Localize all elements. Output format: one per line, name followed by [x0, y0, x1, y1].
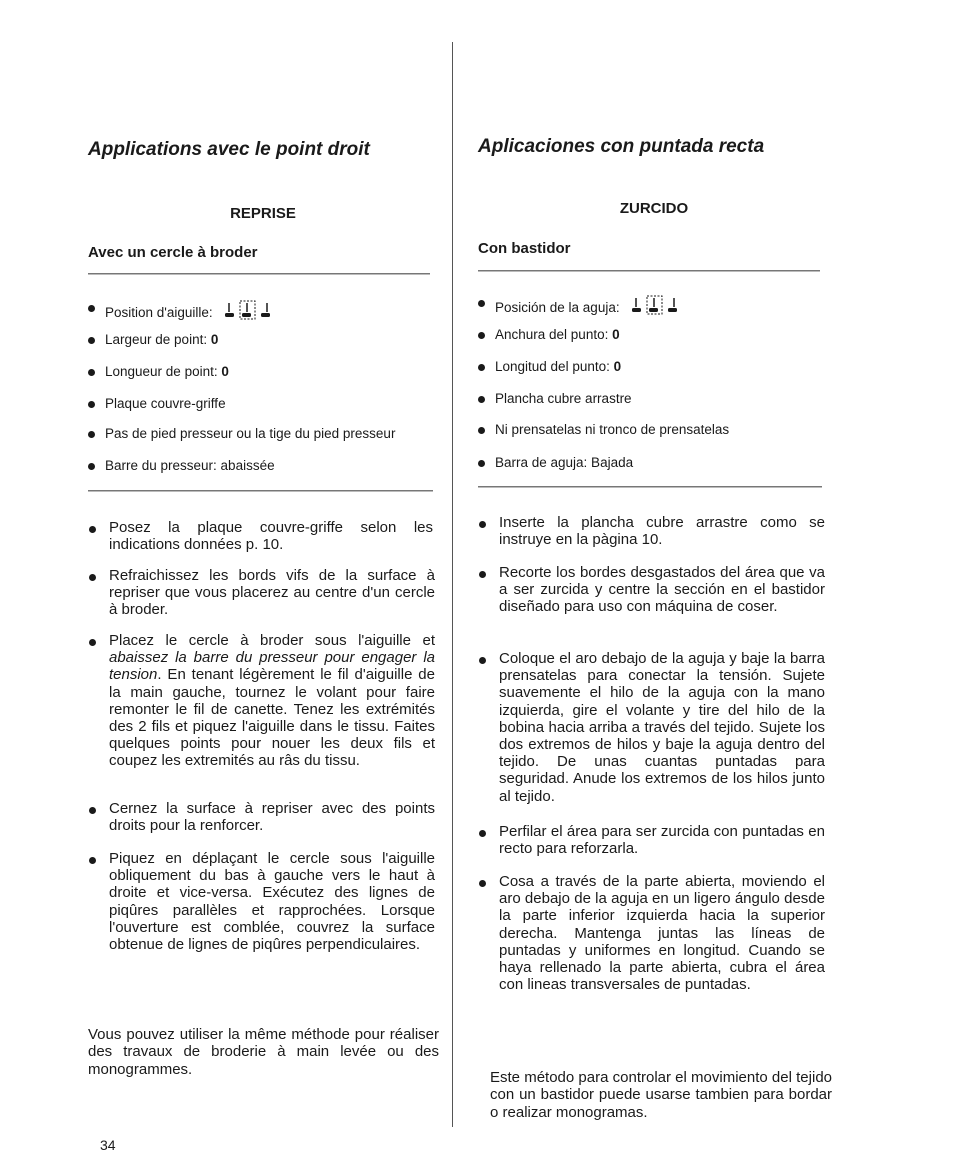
step-item: Posez la plaque couvre-griffe selon les indications données p. 10.	[88, 519, 433, 553]
page-number: 34	[100, 1137, 116, 1153]
spanish-note: Este método para controlar el movimiento del tejido con un bastidor puede usarse tambien para bordar o realizar monogramas.	[490, 1069, 832, 1121]
spec-item: Anchura del punto: 0	[478, 327, 620, 342]
spanish-rule-bottom	[478, 486, 822, 488]
column-divider	[452, 42, 453, 1127]
spec-item	[88, 300, 272, 320]
spec-item: Longueur de point: 0	[88, 364, 229, 379]
spec-item: Largeur de point: 0	[88, 332, 218, 347]
french-rule-bottom	[88, 490, 433, 492]
step-item: Piquez en déplaçant le cercle sous l'aiguille obliquement du bas à gauche vers le haut à droite et vice-versa. Exécutez des lignes de piqûres parallèles et rapprochées. Lorsque l'ouverture est comblée, couvrez la surface obtenue de lignes de piqûres perpendiculaires.	[88, 850, 435, 953]
step-item: Refraichissez les bords vifs de la surface à repriser que vous placerez au centre d'un cercle à broder.	[88, 567, 435, 619]
step-item: Placez le cercle à broder sous l'aiguille et abaissez la barre du presseur pour engager la tension. En tenant légèrement le fil d'aiguille de la main gauche, tournez le volant pour faire remonter le fil de canette. Tenez les extrémités des 2 fils et piquez l'aiguille dans le tissu. Faites quelques points pour nouer les deux fils et coupez les extremités au râs du tissu.	[88, 632, 435, 770]
spec-item: Pas de pied presseur ou la tige du pied presseur	[88, 426, 395, 441]
spec-item: Plaque couvre-griffe	[88, 396, 226, 411]
spec-label: Position d'aiguille:	[105, 305, 213, 320]
french-rule-top	[88, 273, 430, 275]
needle-position-icon	[631, 295, 679, 315]
step-item: Recorte los bordes desgastados del área que va a ser zurcida y centre la sección en el bastidor diseñado para uso con máquina de coser.	[478, 564, 825, 616]
spec-item: Ni prensatelas ni tronco de prensatelas	[478, 422, 729, 437]
french-subtitle: Avec un cercle à broder	[88, 244, 258, 261]
spec-item: Longitud del punto: 0	[478, 359, 621, 374]
spec-item: Plancha cubre arrastre	[478, 391, 632, 406]
spanish-title: Aplicaciones con puntada recta	[478, 136, 765, 157]
spanish-section-heading: ZURCIDO	[619, 200, 689, 217]
spec-item: Barra de aguja: Bajada	[478, 455, 633, 470]
needle-position-icon	[224, 300, 272, 320]
step-item: Perfilar el área para ser zurcida con puntadas en recto para reforzarla.	[478, 823, 825, 857]
spanish-subtitle: Con bastidor	[478, 240, 571, 257]
step-item: Inserte la plancha cubre arrastre como se instruye en la pàgina 10.	[478, 514, 825, 548]
french-title: Applications avec le point droit	[88, 139, 370, 160]
spec-item: Barre du presseur: abaissée	[88, 458, 275, 473]
emphasis-text: abaissez la barre du presseur pour engager la tension	[109, 649, 435, 684]
french-section-heading: REPRISE	[230, 205, 296, 222]
step-item: Cernez la surface à repriser avec des points droits pour la renforcer.	[88, 800, 435, 834]
spanish-rule-top	[478, 270, 820, 272]
step-item: Cosa a través de la parte abierta, moviendo el aro debajo de la aguja en un ligero ángulo desde la parte inferior izquierda hacia la superior derecha. Mantenga juntas las líneas de puntadas y uniformes en longitud. Cuando se haya rellenado la parte abierta, cubra el área con lineas transversales de puntadas.	[478, 873, 825, 993]
french-note: Vous pouvez utiliser la même méthode pour réaliser des travaux de broderie à main levée ou des monogrammes.	[88, 1026, 439, 1078]
spec-item	[478, 295, 679, 315]
step-item: Coloque el aro debajo de la aguja y baje la barra prensatelas para conectar la tensión. Sujete suavemente el hilo de la aguja con la mano izquierda, gire el volante y tire del hilo de la bobina hacia arriba a través del tejido. Sujete los dos extremos de hilos y baje la aguja dentro del tejido. De unas cuantas puntadas para seguridad. Anude los extremos de los hilos junto al tejido.	[478, 650, 825, 805]
spec-label: Posición de la aguja:	[495, 300, 620, 315]
